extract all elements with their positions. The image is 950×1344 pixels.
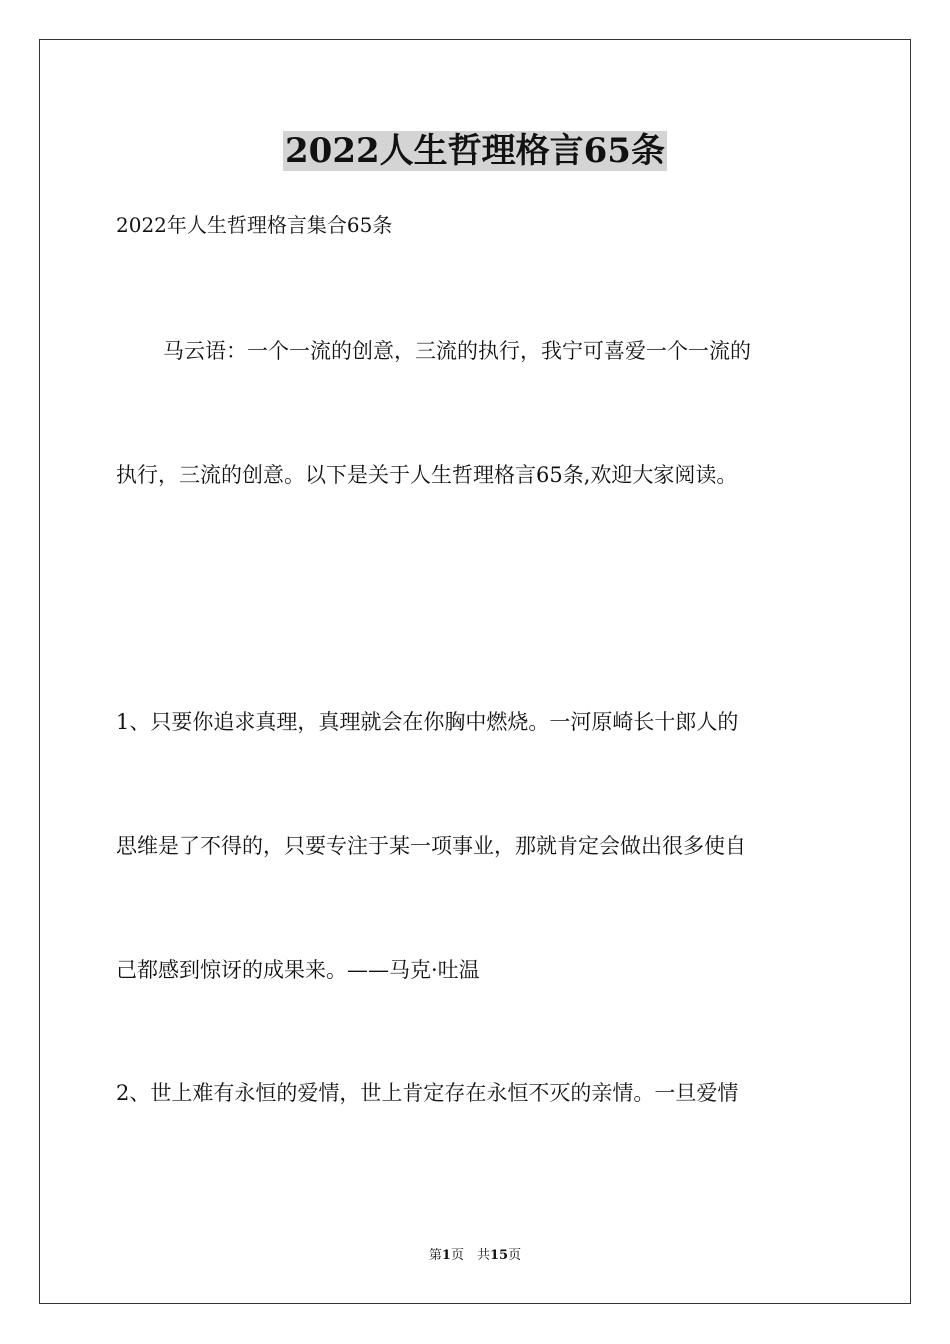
footer-page-current: 1 bbox=[441, 1248, 451, 1263]
footer-page-suffix: 页 bbox=[508, 1248, 522, 1263]
document-title bbox=[0, 128, 950, 174]
quote-1-line-1: 1、只要你追求真理，真理就会在你胸中燃烧。一河原崎长十郎人的 bbox=[116, 710, 739, 734]
quote-1-line-3: 己都感到惊讶的成果来。——马克·吐温 bbox=[116, 958, 480, 982]
intro-line-1: 马云语：一个一流的创意，三流的执行，我宁可喜爱一个一流的 bbox=[163, 339, 751, 363]
footer-page-mid: 页 共 bbox=[450, 1248, 490, 1263]
title-text: 2022人生哲理格言65条 bbox=[285, 131, 665, 171]
document-subtitle: 2022年人生哲理格言集合65条 bbox=[116, 213, 393, 237]
page-footer bbox=[0, 1247, 950, 1265]
footer-page-total: 15 bbox=[489, 1248, 509, 1263]
intro-line-2: 执行，三流的创意。以下是关于人生哲理格言65条,欢迎大家阅读。 bbox=[116, 463, 738, 487]
quote-1-line-2: 思维是了不得的，只要专注于某一项事业，那就肯定会做出很多使自 bbox=[116, 834, 746, 858]
footer-page-prefix: 第 bbox=[428, 1248, 442, 1263]
quote-2-line-1: 2、世上难有永恒的爱情，世上肯定存在永恒不灭的亲情。一旦爱情 bbox=[116, 1081, 739, 1105]
